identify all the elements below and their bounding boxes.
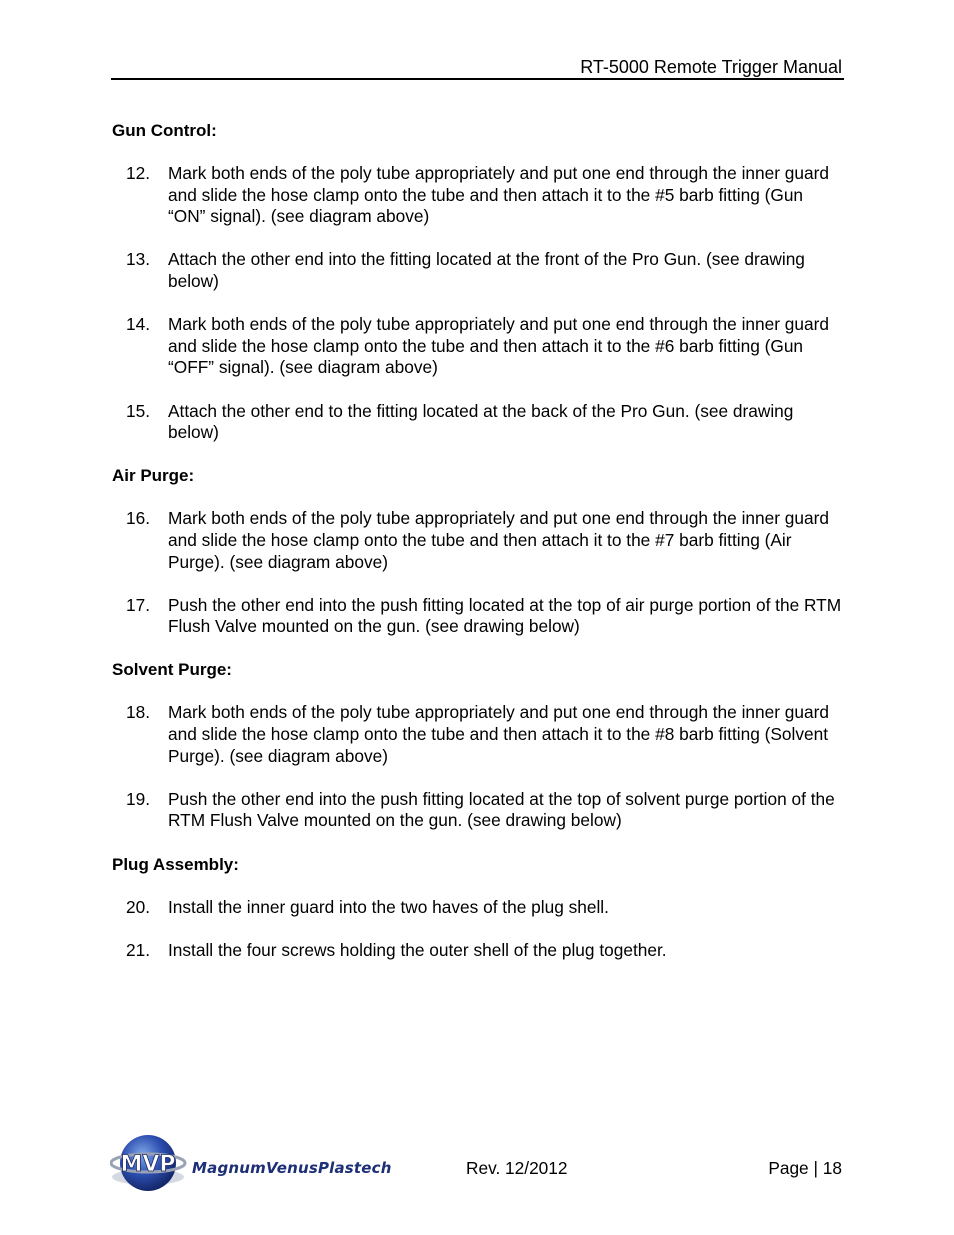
list-item <box>112 163 844 228</box>
list-item <box>112 595 844 638</box>
page-footer <box>0 1125 954 1205</box>
step-number: 14. <box>126 314 151 335</box>
list-item <box>112 249 844 292</box>
section-heading: Solvent Purge: <box>112 660 232 680</box>
section-gun-control <box>112 120 844 444</box>
step-list <box>112 897 844 962</box>
header-divider <box>111 78 844 80</box>
step-text: Install the four screws holding the outer shell of the plug together. <box>168 939 667 960</box>
logo-wordmark: MagnumVenusPlastech <box>192 1159 392 1177</box>
step-text: Push the other end into the push fitting located at the top of solvent purge portion of the RTM Flush Valve mounted on the gun. (see drawing below) <box>168 788 835 831</box>
step-text: Attach the other end into the fitting located at the front of the Pro Gun. (see drawing below) <box>168 249 805 291</box>
step-number: 18. <box>126 702 151 723</box>
revision-label: Rev. 12/2012 <box>466 1158 568 1178</box>
step-number: 20. <box>126 896 151 917</box>
list-item <box>112 401 844 444</box>
manual-title: RT-5000 Remote Trigger Manual <box>580 57 842 77</box>
list-item <box>112 508 844 573</box>
list-item <box>112 702 844 767</box>
step-number: 19. <box>126 788 151 809</box>
step-list <box>112 163 844 444</box>
step-number: 13. <box>126 249 151 270</box>
section-heading: Plug Assembly: <box>112 854 239 874</box>
step-list <box>112 508 844 638</box>
step-number: 12. <box>126 163 151 183</box>
step-number: 17. <box>126 594 151 615</box>
step-text: Attach the other end to the fitting located at the back of the Pro Gun. (see drawing below) <box>168 400 794 443</box>
step-text: Mark both ends of the poly tube appropriately and put one end through the inner guard and slide the hose clamp onto the tube and then attach it to the #5 barb fitting (Gun “ON” signal). (see diagram above) <box>168 163 829 227</box>
step-number: 15. <box>126 400 151 421</box>
section-solvent-purge <box>112 659 844 832</box>
list-item <box>112 897 844 919</box>
list-item <box>112 789 844 832</box>
company-logo <box>110 1129 400 1193</box>
step-text: Mark both ends of the poly tube appropriately and put one end through the inner guard and slide the hose clamp onto the tube and then attach it to the #6 barb fitting (Gun “OFF” signal). (see diagram above) <box>168 314 829 378</box>
step-number: 21. <box>126 939 151 960</box>
step-text: Mark both ends of the poly tube appropriately and put one end through the inner guard and slide the hose clamp onto the tube and then attach it to the #7 barb fitting (Air Purge). (see diagram above) <box>168 508 829 572</box>
page-content <box>112 120 844 983</box>
step-text: Push the other end into the push fitting located at the top of air purge portion of the RTM Flush Valve mounted on the gun. (see drawing below) <box>168 594 842 637</box>
step-list <box>112 702 844 832</box>
section-heading: Air Purge: <box>112 466 195 486</box>
step-text: Install the inner guard into the two haves of the plug shell. <box>168 896 609 917</box>
list-item <box>112 940 844 962</box>
page-number: Page | 18 <box>768 1158 842 1178</box>
step-number: 16. <box>126 508 151 529</box>
logo-mark-text: MVP <box>120 1152 176 1177</box>
mvp-globe-icon <box>110 1129 190 1193</box>
list-item <box>112 314 844 379</box>
section-heading: Gun Control: <box>112 121 217 140</box>
section-air-purge <box>112 465 844 638</box>
step-text: Mark both ends of the poly tube appropriately and put one end through the inner guard and slide the hose clamp onto the tube and then attach it to the #8 barb fitting (Solvent Purge). (see diagram above) <box>168 702 829 766</box>
section-plug-assembly <box>112 854 844 962</box>
